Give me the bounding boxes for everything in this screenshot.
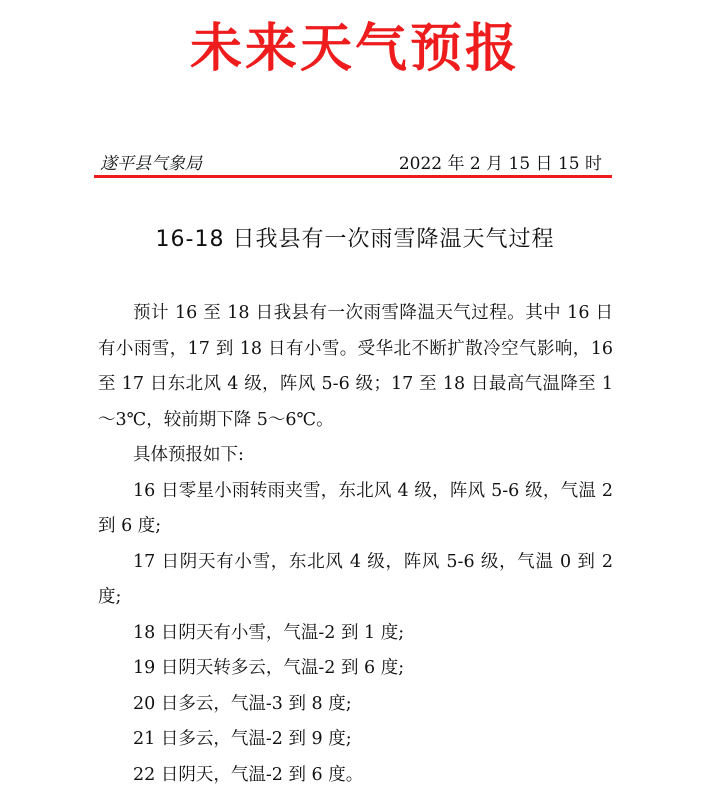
forecast-day-19: 19 日阴天转多云，气温-2 到 6 度;	[133, 658, 405, 678]
forecast-day-17: 17 日阴天有小雪，东北风 4 级，阵风 5-6 级，气温 0 到 2 度;	[98, 551, 613, 607]
forecast-heading: 具体预报如下:	[133, 445, 244, 465]
red-divider	[94, 175, 612, 178]
issuer-name: 遂平县气象局	[100, 154, 202, 174]
forecast-day-22: 22 日阴天，气温-2 到 6 度。	[133, 764, 364, 785]
forecast-day-21: 21 日多云，气温-2 到 9 度;	[133, 729, 352, 749]
document-body	[98, 296, 613, 793]
intro-paragraph: 预计 16 至 18 日我县有一次雨雪降温天气过程。其中 16 日有小雨雪，17 到 18 日有小雪。受华北不断扩散冷空气影响，16 至 17 日东北风 4 级，阵风 5-6 级；17 至 18 日最高气温降至 1～3℃，较前期下降 5～6℃。	[98, 303, 613, 430]
document-title: 16-18 日我县有一次雨雪降温天气过程	[155, 227, 555, 252]
masthead-title: 未来天气预报	[189, 18, 520, 79]
forecast-day-18: 18 日阴天有小雪，气温-2 到 1 度;	[133, 622, 405, 643]
issue-time: 2022 年 2 月 15 日 15 时	[398, 154, 602, 174]
forecast-day-20: 20 日多云，气温-3 到 8 度;	[133, 693, 352, 714]
forecast-day-16: 16 日零星小雨转雨夹雪，东北风 4 级，阵风 5-6 级，气温 2 到 6 度;	[98, 480, 613, 536]
